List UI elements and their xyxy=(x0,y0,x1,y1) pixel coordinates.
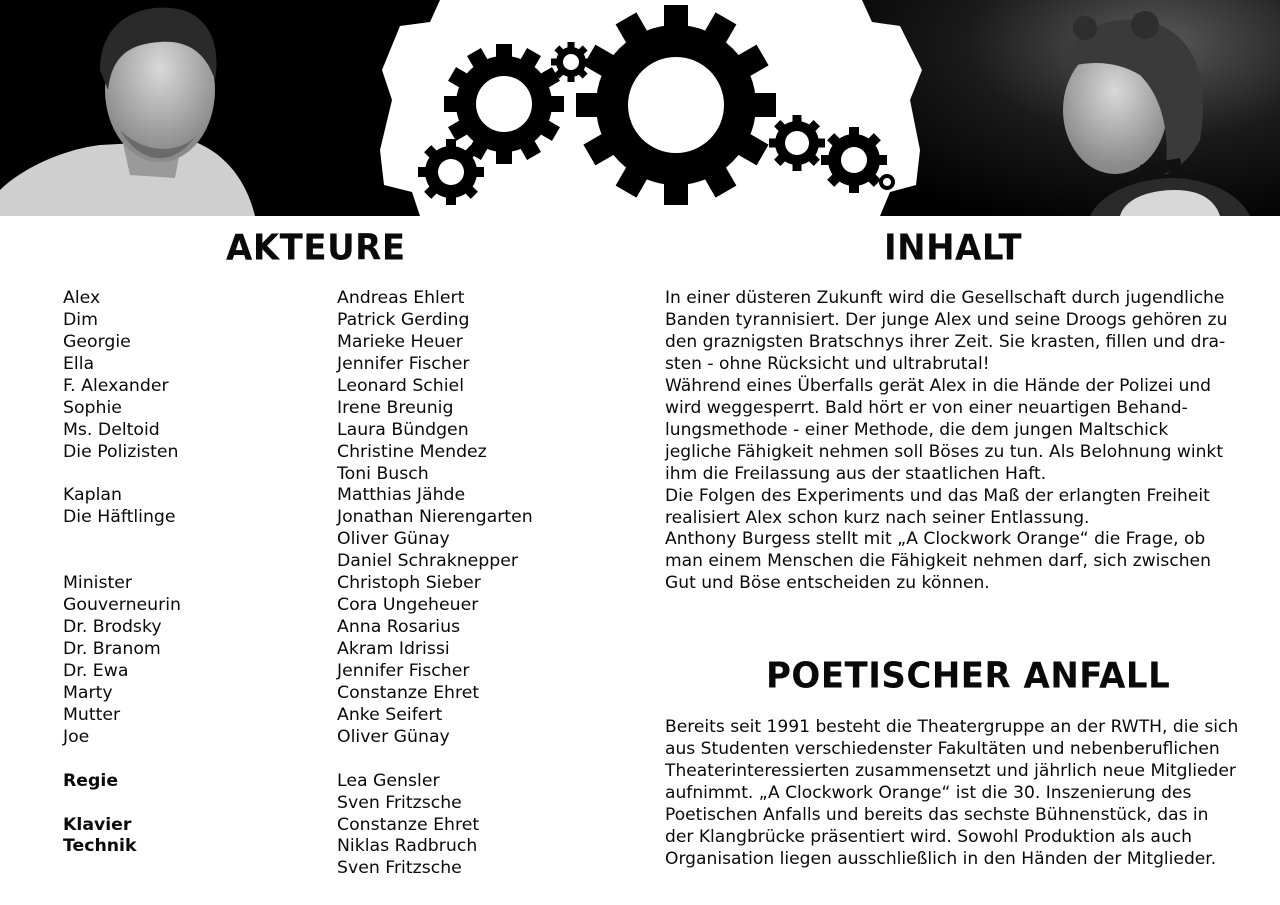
text-line: In einer düsteren Zukunft wird die Gesellschaft durch jugendliche xyxy=(665,288,1225,308)
list-item: Matthias Jähde xyxy=(337,485,466,506)
list-item: Dim xyxy=(63,309,98,330)
akteure-heading: AKTEURE xyxy=(226,227,406,269)
list-item: Irene Breunig xyxy=(337,397,454,418)
list-item: Die Polizisten xyxy=(63,441,179,462)
list-item xyxy=(63,749,323,771)
list-item: Anke Seifert xyxy=(337,704,443,725)
text-line: realisiert Alex schon kurz nach seiner Entlassung. xyxy=(665,507,1090,528)
text-line: Die Folgen des Experiments und das Maß der erlangten Freiheit xyxy=(665,485,1210,506)
poetischer-anfall-heading: POETISCHER ANFALL xyxy=(766,655,1171,697)
list-item: Leonard Schiel xyxy=(337,375,464,396)
text-line: Theaterinteressierten zusammensetzt und jährlich neue Mitglieder xyxy=(665,760,1236,781)
list-item: Alex xyxy=(63,288,101,308)
list-item xyxy=(63,464,323,486)
text-line: der Klangbrücke präsentiert wird. Sowohl Produktion als auch xyxy=(665,826,1192,847)
list-item: Akram Idrissi xyxy=(337,639,450,659)
list-item: Daniel Schraknepper xyxy=(337,551,518,572)
text-line: Poetischen Anfalls und bereits das sechste Bühnenstück, das in xyxy=(665,804,1209,825)
list-item: Technik xyxy=(63,836,137,857)
inhalt-paragraph xyxy=(665,288,1265,595)
text-line: Banden tyrannisiert. Der junge Alex und seine Droogs gehören zu xyxy=(665,309,1228,330)
text-line: Organisation liegen ausschließlich in den Händen der Mitglieder. xyxy=(665,848,1217,869)
list-item: Dr. Ewa xyxy=(63,660,129,681)
list-item: Patrick Gerding xyxy=(337,309,470,330)
text-line: man einem Menschen die Fähigkeit nehmen darf, sich zwischen xyxy=(665,551,1211,572)
list-item: Minister xyxy=(63,573,132,594)
list-item: Toni Busch xyxy=(337,463,429,484)
list-item: Laura Bündgen xyxy=(337,419,469,440)
cast-actors-list xyxy=(337,288,617,880)
list-item: Andreas Ehlert xyxy=(337,288,465,308)
list-item: Regie xyxy=(63,770,119,791)
list-item: Anna Rosarius xyxy=(337,617,461,638)
list-item: Sven Fritzsche xyxy=(337,858,462,879)
text-line: aus Studenten verschiedenster Fakultäten und nebenberuflichen xyxy=(665,738,1220,759)
text-line: Bereits seit 1991 besteht die Theatergruppe an der RWTH, die sich xyxy=(665,717,1239,737)
list-item: Niklas Radbruch xyxy=(337,836,478,857)
list-item: Georgie xyxy=(63,331,131,352)
list-item: Christoph Sieber xyxy=(337,573,481,594)
text-line: Anthony Burgess stellt mit „A Clockwork Orange“ die Frage, ob xyxy=(665,529,1206,550)
list-item: Jennifer Fischer xyxy=(337,353,470,374)
text-line: Gut und Böse entscheiden zu können. xyxy=(665,573,990,594)
list-item: Ms. Deltoid xyxy=(63,419,160,440)
list-item: Ella xyxy=(63,353,95,374)
list-item: Constanze Ehret xyxy=(337,814,480,835)
list-item: Christine Mendez xyxy=(337,441,487,462)
list-item xyxy=(63,551,323,573)
list-item: Marty xyxy=(63,682,113,703)
list-item: Jonathan Nierengarten xyxy=(337,507,533,528)
text-line: jegliche Fähigkeit nehmen soll Böses zu tun. Als Belohnung winkt xyxy=(665,441,1224,462)
text-line: lungsmethode - einer Methode, die dem jungen Maltschick xyxy=(665,419,1169,440)
text-line: Während eines Überfalls gerät Alex in die Hände der Polizei und xyxy=(665,375,1212,396)
list-item xyxy=(63,529,323,551)
list-item: Gouverneurin xyxy=(63,595,181,616)
list-item: Joe xyxy=(63,726,90,747)
poetischer-anfall-paragraph xyxy=(665,717,1265,871)
inhalt-heading: INHALT xyxy=(884,227,1023,269)
list-item: Sophie xyxy=(63,397,122,418)
cast-roles-list xyxy=(63,288,323,880)
list-item: Oliver Günay xyxy=(337,529,450,550)
text-line: aufnimmt. „A Clockwork Orange“ ist die 30. Inszenierung des xyxy=(665,782,1192,803)
list-item: Klavier xyxy=(63,814,132,835)
text-line: den graznigsten Bratschnys ihrer Zeit. Sie krasten, fillen und dra- xyxy=(665,331,1226,352)
list-item: Dr. Brodsky xyxy=(63,617,162,638)
list-item: Marieke Heuer xyxy=(337,331,463,352)
list-item: Constanze Ehret xyxy=(337,682,480,703)
list-item: Lea Gensler xyxy=(337,770,440,791)
list-item: Cora Ungeheuer xyxy=(337,595,479,616)
list-item xyxy=(63,858,323,880)
list-item: Kaplan xyxy=(63,485,122,506)
list-item xyxy=(337,749,617,771)
list-item: Dr. Branom xyxy=(63,639,161,659)
list-item xyxy=(63,793,323,815)
list-item: Die Häftlinge xyxy=(63,507,176,528)
header-banner xyxy=(0,0,1280,216)
text-line: wird weggesperrt. Bald hört er von einer neuartigen Behand- xyxy=(665,397,1188,418)
text-line: sten - ohne Rücksicht und ultrabrutal! xyxy=(665,353,990,374)
list-item: Jennifer Fischer xyxy=(337,660,470,681)
list-item: F. Alexander xyxy=(63,375,169,396)
list-item: Mutter xyxy=(63,704,121,725)
list-item: Sven Fritzsche xyxy=(337,792,462,813)
text-line: ihm die Freilassung aus der staatlichen Haft. xyxy=(665,463,1047,484)
list-item: Oliver Günay xyxy=(337,726,450,747)
